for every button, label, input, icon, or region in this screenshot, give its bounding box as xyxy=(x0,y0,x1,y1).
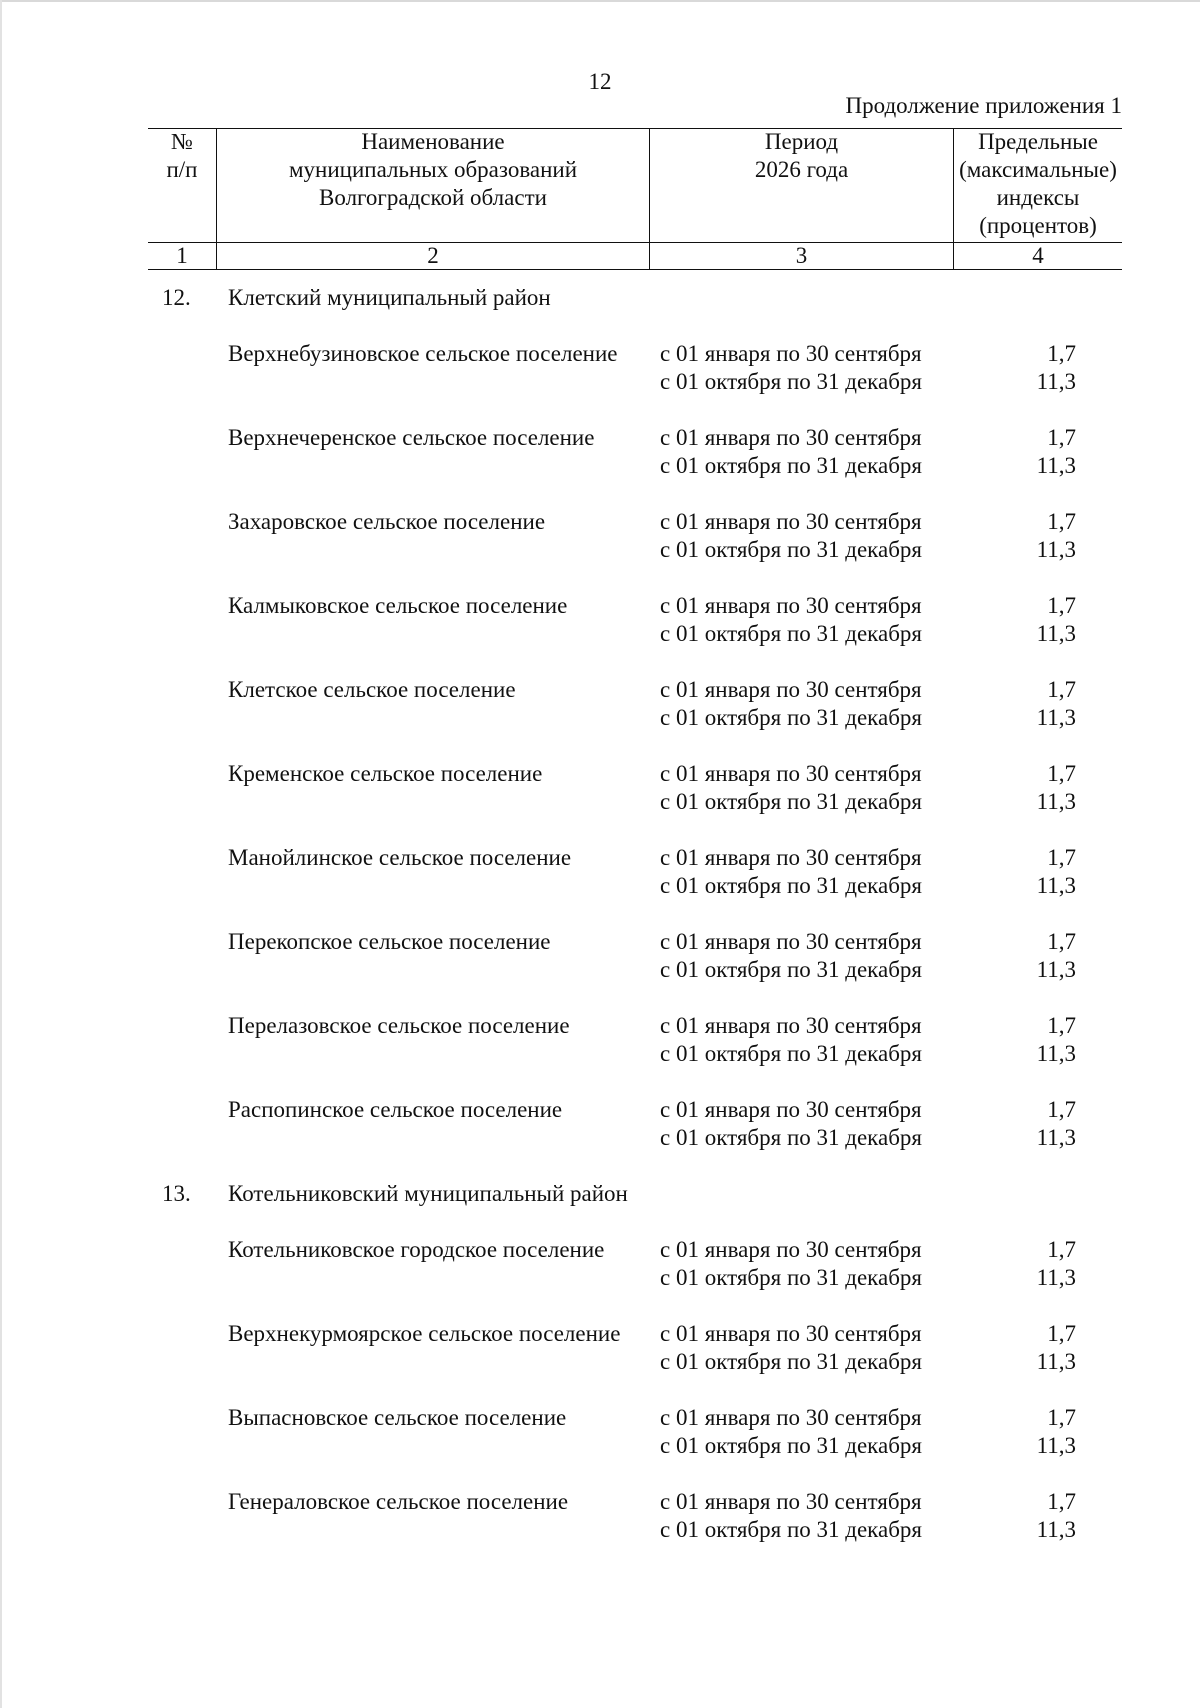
index-value: 11,3 xyxy=(1036,1125,1076,1150)
header-col-name-index: 2 xyxy=(427,243,439,268)
settlement-row xyxy=(0,340,1200,368)
settlement-row xyxy=(0,1320,1200,1348)
settlement-row xyxy=(0,1488,1200,1516)
index-value: 11,3 xyxy=(1036,453,1076,478)
settlement-row xyxy=(0,844,1200,872)
index-value: 1,7 xyxy=(1047,1489,1076,1514)
index-value: 1,7 xyxy=(1047,845,1076,870)
period-text: с 01 января по 30 сентября xyxy=(660,1489,922,1514)
district-number: 13. xyxy=(162,1181,191,1206)
settlement-row xyxy=(0,1124,1200,1152)
settlement-name: Перелазовское сельское поселение xyxy=(228,1013,570,1038)
settlement-name: Генераловское сельское поселение xyxy=(228,1489,569,1514)
settlement-row xyxy=(0,508,1200,536)
index-value: 1,7 xyxy=(1047,929,1076,954)
settlement-row xyxy=(0,1096,1200,1124)
settlement-row xyxy=(0,928,1200,956)
district-number: 12. xyxy=(162,285,191,310)
index-value: 1,7 xyxy=(1047,1237,1076,1262)
settlement-name: Верхнебузиновское сельское поселение xyxy=(228,341,618,366)
period-text: с 01 октября по 31 декабря xyxy=(660,1433,922,1458)
index-value: 1,7 xyxy=(1047,1321,1076,1346)
district-row xyxy=(0,284,1200,312)
index-value: 1,7 xyxy=(1047,1405,1076,1430)
period-text: с 01 января по 30 сентября xyxy=(660,1097,922,1122)
settlement-row xyxy=(0,452,1200,480)
period-text: с 01 января по 30 сентября xyxy=(660,425,922,450)
period-text: с 01 октября по 31 декабря xyxy=(660,1041,922,1066)
index-value: 1,7 xyxy=(1047,341,1076,366)
period-text: с 01 января по 30 сентября xyxy=(660,1237,922,1262)
period-text: с 01 октября по 31 декабря xyxy=(660,621,922,646)
index-value: 11,3 xyxy=(1036,1349,1076,1374)
index-value: 11,3 xyxy=(1036,537,1076,562)
settlement-name: Перекопское сельское поселение xyxy=(228,929,551,954)
period-text: с 01 октября по 31 декабря xyxy=(660,873,922,898)
district-name: Клетский муниципальный район xyxy=(228,285,551,310)
settlement-name: Кременское сельское поселение xyxy=(228,761,543,786)
scan-edge-top xyxy=(0,0,1200,2)
index-value: 1,7 xyxy=(1047,677,1076,702)
header-col-period: Период 2026 года xyxy=(754,129,849,182)
index-value: 11,3 xyxy=(1036,369,1076,394)
settlement-row xyxy=(0,592,1200,620)
table-header xyxy=(148,128,1122,270)
index-value: 1,7 xyxy=(1047,761,1076,786)
index-value: 11,3 xyxy=(1036,1041,1076,1066)
period-text: с 01 января по 30 сентября xyxy=(660,341,922,366)
settlement-row xyxy=(0,872,1200,900)
settlement-row xyxy=(0,760,1200,788)
index-value: 11,3 xyxy=(1036,1433,1076,1458)
period-text: с 01 октября по 31 декабря xyxy=(660,1125,922,1150)
period-text: с 01 октября по 31 декабря xyxy=(660,705,922,730)
period-text: с 01 октября по 31 декабря xyxy=(660,453,922,478)
period-text: с 01 января по 30 сентября xyxy=(660,509,922,534)
period-text: с 01 октября по 31 декабря xyxy=(660,957,922,982)
settlement-row xyxy=(0,424,1200,452)
index-value: 1,7 xyxy=(1047,1013,1076,1038)
index-value: 1,7 xyxy=(1047,593,1076,618)
index-value: 11,3 xyxy=(1036,705,1076,730)
index-value: 1,7 xyxy=(1047,425,1076,450)
settlement-row xyxy=(0,1040,1200,1068)
header-col-index-index: 4 xyxy=(1032,243,1044,268)
index-value: 1,7 xyxy=(1047,1097,1076,1122)
period-text: с 01 октября по 31 декабря xyxy=(660,1349,922,1374)
period-text: с 01 января по 30 сентября xyxy=(660,677,922,702)
settlement-row xyxy=(0,1264,1200,1292)
period-text: с 01 января по 30 сентября xyxy=(660,929,922,954)
settlement-row xyxy=(0,956,1200,984)
settlement-row xyxy=(0,1404,1200,1432)
settlement-row xyxy=(0,620,1200,648)
header-col-number: № п/п xyxy=(166,129,198,182)
settlement-row xyxy=(0,1432,1200,1460)
settlement-name: Котельниковское городское поселение xyxy=(228,1237,605,1262)
header-col-name: Наименование муниципальных образований Волгоградской области xyxy=(288,129,578,210)
period-text: с 01 октября по 31 декабря xyxy=(660,1517,922,1542)
period-text: с 01 января по 30 сентября xyxy=(660,593,922,618)
settlement-name: Захаровское сельское поселение xyxy=(228,509,546,534)
period-text: с 01 октября по 31 декабря xyxy=(660,537,922,562)
settlement-name: Калмыковское сельское поселение xyxy=(228,593,568,618)
continuation-label: Продолжение приложения 1 xyxy=(845,93,1122,118)
index-value: 11,3 xyxy=(1036,1265,1076,1290)
period-text: с 01 января по 30 сентября xyxy=(660,1321,922,1346)
settlement-name: Выпасновское сельское поселение xyxy=(228,1405,567,1430)
settlement-row xyxy=(0,788,1200,816)
settlement-name: Манойлинское сельское поселение xyxy=(228,845,572,870)
district-row xyxy=(0,1180,1200,1208)
header-col-index: Предельные (максимальные) индексы (процентов) xyxy=(959,129,1117,238)
settlement-name: Верхнечеренское сельское поселение xyxy=(228,425,595,450)
period-text: с 01 октября по 31 декабря xyxy=(660,1265,922,1290)
index-value: 11,3 xyxy=(1036,621,1076,646)
district-name: Котельниковский муниципальный район xyxy=(228,1181,628,1206)
index-value: 11,3 xyxy=(1036,957,1076,982)
settlement-row xyxy=(0,1348,1200,1376)
page-number: 12 xyxy=(588,69,612,94)
period-text: с 01 января по 30 сентября xyxy=(660,1405,922,1430)
settlement-row xyxy=(0,1236,1200,1264)
settlement-row xyxy=(0,704,1200,732)
settlement-name: Распопинское сельское поселение xyxy=(228,1097,563,1122)
index-value: 1,7 xyxy=(1047,509,1076,534)
index-value: 11,3 xyxy=(1036,1517,1076,1542)
period-text: с 01 октября по 31 декабря xyxy=(660,369,922,394)
period-text: с 01 октября по 31 декабря xyxy=(660,789,922,814)
header-col-period-index: 3 xyxy=(795,243,808,268)
settlement-name: Верхнекурмоярское сельское поселение xyxy=(228,1321,621,1346)
index-value: 11,3 xyxy=(1036,789,1076,814)
index-value: 11,3 xyxy=(1036,873,1076,898)
settlement-row xyxy=(0,1012,1200,1040)
settlement-name: Клетское сельское поселение xyxy=(228,677,516,702)
period-text: с 01 января по 30 сентября xyxy=(660,761,922,786)
settlement-row xyxy=(0,368,1200,396)
settlement-row xyxy=(0,676,1200,704)
period-text: с 01 января по 30 сентября xyxy=(660,1013,922,1038)
period-text: с 01 января по 30 сентября xyxy=(660,845,922,870)
settlement-row xyxy=(0,1516,1200,1544)
settlement-row xyxy=(0,536,1200,564)
header-col-number-index: 1 xyxy=(176,243,188,268)
